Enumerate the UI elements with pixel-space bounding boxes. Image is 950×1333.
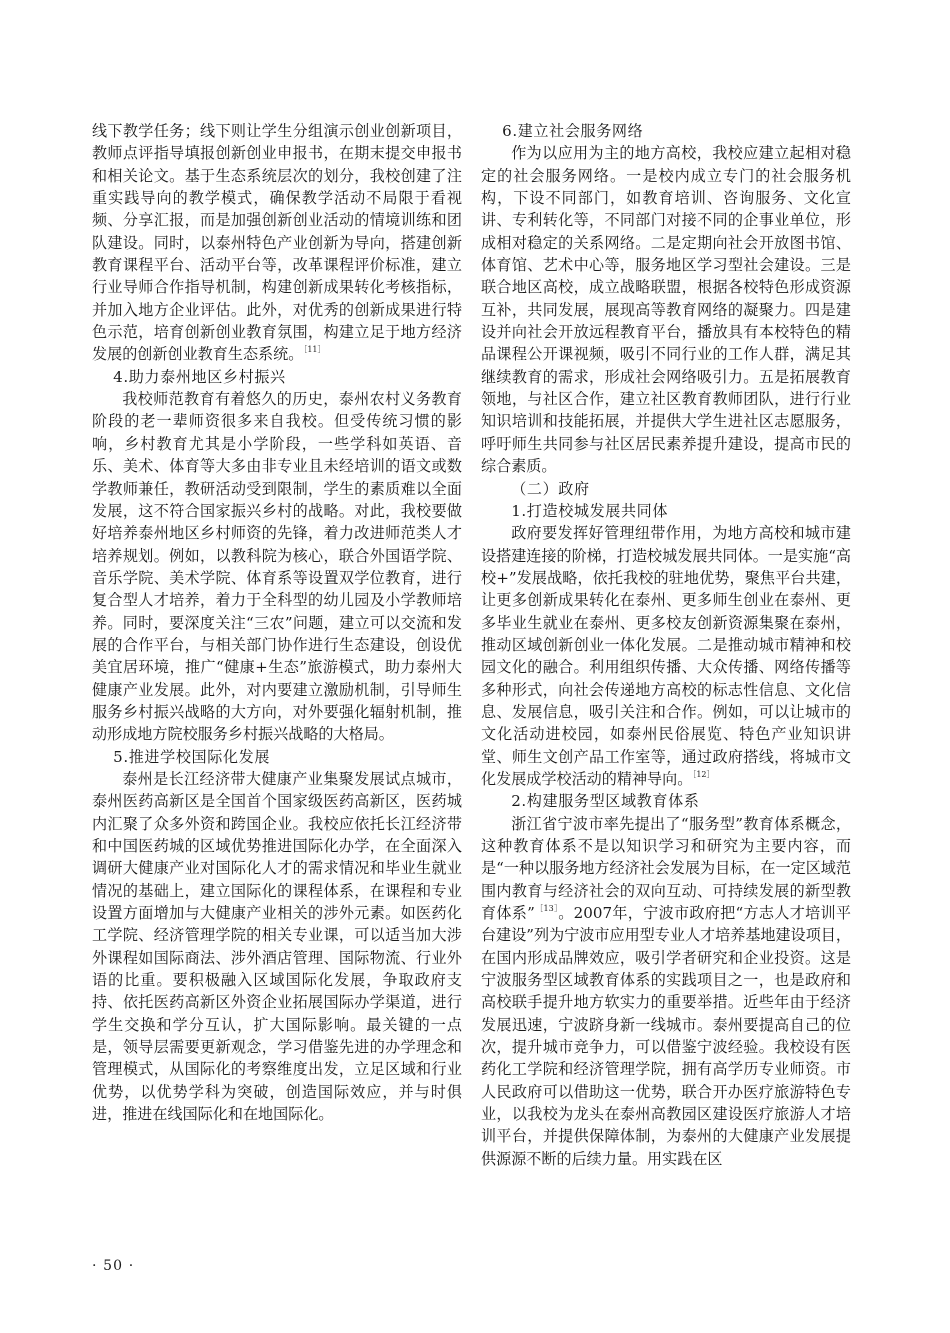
heading-social-service-network: 6.建立社会服务网络 <box>502 122 644 140</box>
heading-school-city-community: 1.打造校城发展共同体 <box>511 501 669 520</box>
paragraph-text: 政府要发挥好管理纽带作用，为地方高校和城市建设搭建连接的阶梯，打造校城发展共同体。一是实施“高校+”发展战略，依托我校的驻地优势，聚焦平台共建，让更多创新成果转化在泰州、更多师生创业在泰州、更多毕业生就业在泰州、更多校友创新资源集聚在泰州，推动区域创新创业一体化发展。二是推动城市精神和校园文化的融合。利用组织传播、大众传播、网络传播等多种形式，向社会传递地方高校的标志性信息、文化信息、发展信息，吸引关注和合作。例如，可以让城市的文化活动进校园，如泰州民俗展览、特色产业知识讲堂、师生文创产品工作室等，通过政府搭线，将城市文化发展成学校活动的精神导向。 <box>481 524 851 788</box>
citation-12: ［12］ <box>692 769 715 779</box>
paragraph-text: 。2007年，宁波市政府把“方志人才培训平台建设”列为宁波市应用型专业人才培养基地建设项目，在国内形成品牌效应，吸引学者研究和企业投资。这是宁波服务型区域教育体系的实践项目之一，也是政府和高校联手提升地方软实力的重要举措。近些年由于经济发展迅速，宁波跻身新一线城市。泰州要提高自己的位次，提升城市竞争力，可以借鉴宁波经验。我校设有医药化工学院和经济管理学院，拥有高学历专业师资。市人民政府可以借助这一优势，联合开办医疗旅游特色专业，以我校为龙头在泰州高教园区建设医疗旅游人才培训平台，并提供保障体制，为泰州的大健康产业发展提供源源不断的后续力量。用实践在区 <box>481 904 851 1168</box>
paragraph-rural-revitalization: 我校师范教育有着悠久的历史，泰州农村义务教育阶段的老一辈师资很多来自我校。但受传统习惯的影响，乡村教育尤其是小学阶段，一些学科如英语、音乐、美术、体育等大多由非专业且未经培训的语文或数学教师兼任，教研活动受到限制，学生的素质难以全面发展，这不符合国家振兴乡村的战略。对此，我校要做好培养泰州地区乡村师资的先锋，着力改进师范类人才培养规划。例如，以教科院为核心，联合外国语学院、音乐学院、美术学院、体育系等设置双学位教育，进行复合型人才培养，着力于全科型的幼儿园及小学教师培养。同时，要深度关注“三农”问题，建立可以交流和发展的合作平台，与相关部门协作进行生态建设，创设优美宜居环境，推广“健康+生态”旅游模式，助力泰州大健康产业发展。此外，对内要建立激励机制，引导师生服务乡村振兴战略的大方向，对外要强化辐射机制，推动形成地方院校服务乡村振兴战略的大格局。 <box>92 390 462 744</box>
citation-11: ［11］ <box>303 345 326 355</box>
paragraph-text: 浙江省宁波市率先提出了“服务型”教育体系概念，这种教育体系不是以知识学习和研究为主要内容，而是“一种以服务地方经济社会发展为目标，在一定区域范围内教育与经济社会的双向互动、可持续发展的新型教育体系” <box>481 814 851 923</box>
heading-internationalization: 5.推进学校国际化发展 <box>113 747 271 766</box>
paragraph-service-education-system <box>481 813 851 1171</box>
heading-government: （二）政府 <box>511 479 590 498</box>
paragraph-social-service-network: 作为以应用为主的地方高校，我校应建立起相对稳定的社会服务网络。一是校内成立专门的社会服务机构，下设不同部门，如教育培训、咨询服务、文化宣讲、专利转化等，不同部门对接不同的企事业单位，形成相对稳定的关系网络。二是定期向社会开放图书馆、体育馆、艺术中心等，服务地区学习型社会建设。三是联合地区高校，成立战略联盟，根据各校特色形成资源互补，共同发展，展现高等教育网络的凝聚力。四是建设并向社会开放远程教育平台，播放具有本校特色的精品课程公开课视频，吸引不同行业的工作人群，满足其继续教育的需求，形成社会网络吸引力。五是拓展教育领地，与社区合作，建立社区教育教师团队，进行行业知识培训和技能拓展，并提供大学生进社区志愿服务，呼吁师生共同参与社区居民素养提升建设，提高市民的综合素质。 <box>481 144 851 476</box>
page-number: · 50 · <box>92 1258 135 1274</box>
paragraph-school-city-community <box>481 522 851 790</box>
citation-13: ［13］ <box>534 904 559 914</box>
right-column <box>481 120 851 1170</box>
paragraph-ecosystem <box>92 120 462 366</box>
paragraph-text: 线下教学任务；线下则让学生分组演示创业创新项目，教师点评指导填报创新创业申报书，在期末提交申报书和相关论文。基于生态系统层次的划分，我校创建了注重实践导向的教学模式，确保教学活动不局限于看视频、分享汇报，而是加强创新创业活动的情境训练和团队建设。同时，以泰州特色产业创新为导向，搭建创新教育课程平台、活动平台等，改革课程评价标准，建立行业导师合作指导机制，构建创新成果转化考核指标，并加入地方企业评估。此外，对优秀的创新成果进行特色示范，培育创新创业教育氛围，构建立足于地方经济发展的创新创业教育生态系统。 <box>92 122 462 364</box>
heading-rural-revitalization: 4.助力泰州地区乡村振兴 <box>113 367 286 386</box>
left-column <box>92 120 462 1125</box>
paragraph-internationalization: 泰州是长江经济带大健康产业集聚发展试点城市，泰州医药高新区是全国首个国家级医药高新区，医药城内汇聚了众多外资和跨国企业。我校应依托长江经济带和中国医药城的区域优势推进国际化办学，在全面深入调研大健康产业对国际化人才的需求情况和毕业生就业情况的基础上，建立国际化的课程体系，在课程和专业设置方面增加与大健康产业相关的涉外元素。如医药化工学院、经济管理学院的相关专业课，可以适当加大涉外课程如国际商法、涉外酒店管理、国际物流、行业外语的比重。要积极融入区域国际化发展，争取政府支持、依托医药高新区外资企业拓展国际办学渠道，进行学生交换和学分互认，扩大国际影响。最关键的一点是，领导层需要更新观念，学习借鉴先进的办学理念和管理模式，从国际化的考察维度出发，立足区域和行业优势，以优势学科为突破，创造国际效应，并与时俱进，推进在线国际化和在地国际化。 <box>92 769 462 1124</box>
heading-service-education-system: 2.构建服务型区域教育体系 <box>511 792 700 811</box>
